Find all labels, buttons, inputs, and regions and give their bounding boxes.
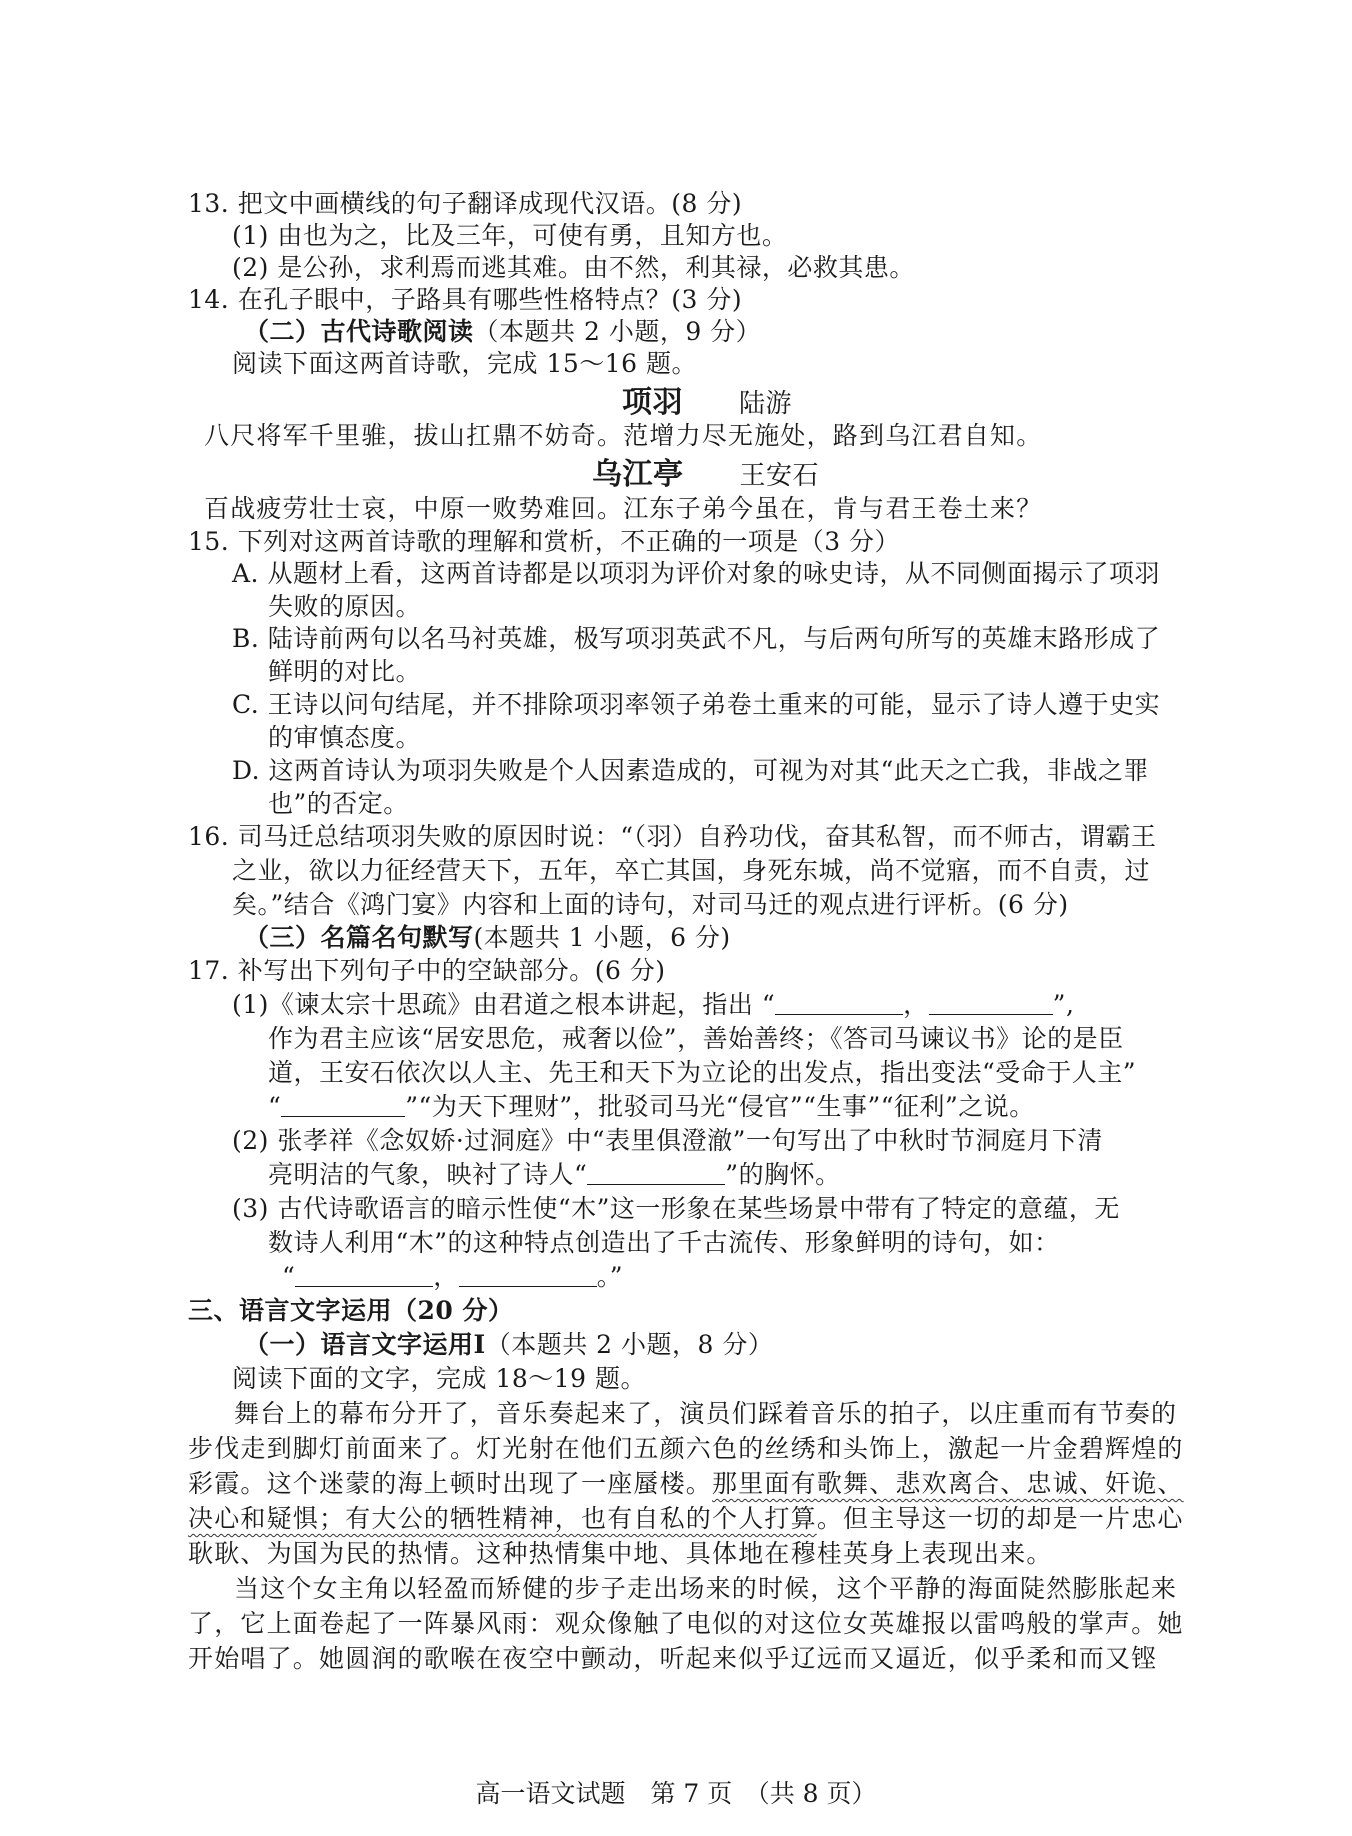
poem-2-text: 百战疲劳壮士哀，中原一败势难回。江东子弟今虽在，肯与君王卷土来？: [204, 494, 1043, 523]
passage-line: [188, 1468, 1184, 1500]
question-17-2-suffix: ”的胸怀。: [725, 1160, 841, 1189]
wavy-underlined-text: 决心和疑惧；有大公的牺牲精神，也有自私的个人打算: [188, 1504, 817, 1533]
passage-line: 开始唱了。她圆润的歌喉在夜空中颤动，听起来似乎辽远而又逼近，似乎柔和而又铿: [188, 1644, 1158, 1673]
passage-text: 。但主导这一切的却是一片忠心: [816, 1504, 1184, 1533]
section-2-title: （二）古代诗歌阅读: [244, 317, 474, 346]
blank-separator: ，: [903, 990, 929, 1019]
question-13: 13. 把文中画横线的句子翻译成现代汉语。(8 分): [188, 189, 743, 218]
blank-separator: ，: [433, 1262, 459, 1291]
section-3-note: (本题共 1 小题，6 分): [473, 923, 731, 952]
question-17-1-line-4: [268, 1091, 1035, 1123]
poem-2-title: 乌江亭: [592, 457, 684, 492]
question-17-3-line-1: (3) 古代诗歌语言的暗示性使“木”这一形象在某些场景中带有了特定的意蕴，无: [232, 1194, 1120, 1223]
blank-close-quote: ”,: [1052, 990, 1075, 1019]
question-17-2-line-1: (2) 张孝祥《念奴娇·过洞庭》中“表里俱澄澈”一句写出了中秋时节洞庭月下清: [232, 1126, 1103, 1155]
passage-line: [188, 1503, 1184, 1535]
section-2-note: （本题共 2 小题，9 分）: [473, 317, 762, 346]
question-17-3-line-3: [282, 1261, 623, 1293]
question-16-line-3: 矣。”结合《鸿门宴》内容和上面的诗句，对司马迁的观点进行评析。(6 分): [232, 890, 1069, 919]
option-d-line-2: 也”的否定。: [268, 789, 409, 818]
poem-1-author: 陆游: [739, 389, 793, 419]
wavy-underlined-text: 那里面有歌舞、悲欢离合、忠诚、奸诡、: [712, 1469, 1184, 1498]
fill-blank[interactable]: [929, 990, 1053, 1015]
section-2-heading: [244, 316, 761, 348]
fill-blank[interactable]: [459, 1262, 597, 1287]
poem-2-author: 王安石: [739, 461, 820, 491]
fill-blank[interactable]: [775, 990, 903, 1015]
question-13-item-1: (1) 由也为之，比及三年，可使有勇，且知方也。: [232, 221, 788, 250]
question-17-1-line-2: 作为君主应该“居安思危，戒奢以俭”，善始善终；《答司马谏议书》论的是臣: [268, 1024, 1124, 1053]
option-a-line-1: A. 从题材上看，这两首诗都是以项羽为评价对象的咏史诗，从不同侧面揭示了项羽: [232, 559, 1160, 588]
part-3-sub-heading: [244, 1329, 773, 1361]
question-17-2-line-2: [268, 1159, 841, 1191]
option-c-line-2: 的审慎态度。: [268, 723, 422, 752]
page-footer: 高一语文试题 第 7 页 （共 8 页）: [475, 1779, 877, 1808]
fill-blank[interactable]: [281, 1092, 405, 1117]
option-d-line-1: D. 这两首诗认为项羽失败是个人因素造成的，可视为对其“此天之亡我，非战之罪: [232, 756, 1149, 785]
part-3-intro: 阅读下面的文字，完成 18～19 题。: [232, 1364, 647, 1393]
fill-blank[interactable]: [295, 1262, 433, 1287]
question-17-3-line-2: 数诗人利用“木”的这种特点创造出了千古流传、形象鲜明的诗句，如：: [268, 1228, 1060, 1257]
blank-open-quote: “: [268, 1092, 282, 1121]
section-2-intro: 阅读下面这两首诗歌，完成 15～16 题。: [232, 349, 698, 378]
poem-1-heading: [622, 384, 792, 423]
question-14: 14. 在孔子眼中，子路具有哪些性格特点？(3 分): [188, 285, 743, 314]
question-16-line-2: 之业，欲以力征经营天下，五年，卒亡其国，身死东城，尚不觉寤，而不自责，过: [232, 856, 1151, 885]
question-17-1-prompt: (1)《谏太宗十思疏》由君道之根本讲起，指出 “: [232, 990, 776, 1019]
fill-blank[interactable]: [587, 1160, 725, 1185]
passage-line: 舞台上的幕布分开了，音乐奏起来了，演员们踩着音乐的拍子，以庄重而有节奏的: [234, 1399, 1178, 1428]
question-17-1-line-4-text: ”“为天下理财”，批驳司马光“侵官”“生事”“征利”之说。: [405, 1092, 1035, 1121]
part-3-heading: 三、语言文字运用（20 分）: [188, 1296, 514, 1325]
poem-1-text: 八尺将军千里骓，拔山扛鼎不妨奇。范增力尽无施处，路到乌江君自知。: [204, 421, 1043, 450]
question-15: 15. 下列对这两首诗歌的理解和赏析，不正确的一项是（3 分）: [188, 527, 901, 556]
question-17-1-line-3: 道，王安石依次以人主、先王和天下为立论的出发点，指出变法“受命于人主”: [268, 1058, 1137, 1087]
part-3-sub-note: （本题共 2 小题，8 分）: [485, 1330, 774, 1359]
option-b-line-2: 鲜明的对比。: [268, 657, 422, 686]
blank-open-quote: “: [282, 1262, 296, 1291]
question-16-line-1: 16. 司马迁总结项羽失败的原因时说：“（羽）自矜功伐，奋其私智，而不师古，谓霸王: [188, 822, 1157, 851]
poem-1-title: 项羽: [622, 385, 683, 420]
passage-line: 耿耿、为国为民的热情。这种热情集中地、具体地在穆桂英身上表现出来。: [188, 1539, 1053, 1568]
passage-line: 了，它上面卷起了一阵暴风雨：观众像触了电似的对这位女英雄报以雷鸣般的掌声。她: [188, 1609, 1184, 1638]
passage-line: 步伐走到脚灯前面来了。灯光射在他们五颜六色的丝绣和头饰上，激起一片金碧辉煌的: [188, 1434, 1184, 1463]
option-c-line-1: C. 王诗以问句结尾，并不排除项羽率领子弟卷土重来的可能，显示了诗人遵于史实: [232, 690, 1161, 719]
passage-text: 彩霞。这个迷蒙的海上顿时出现了一座蜃楼。: [188, 1469, 713, 1498]
section-3-heading: [244, 922, 731, 954]
question-13-item-2: (2) 是公孙，求利焉而逃其难。由不然，利其禄，必救其患。: [232, 253, 915, 282]
question-17: 17. 补写出下列句子中的空缺部分。(6 分): [188, 956, 666, 985]
poem-2-heading: [592, 456, 819, 495]
blank-close-quote: 。”: [596, 1262, 624, 1291]
question-17-2-prompt: 亮明洁的气象，映衬了诗人“: [268, 1160, 588, 1189]
option-a-line-2: 失败的原因。: [268, 592, 422, 621]
part-3-sub-title: （一）语言文字运用Ⅰ: [244, 1330, 486, 1359]
question-17-1-line-1: [232, 989, 1074, 1021]
option-b-line-1: B. 陆诗前两句以名马衬英雄，极写项羽英武不凡，与后两句所写的英雄末路形成了: [232, 624, 1161, 653]
section-3-title: （三）名篇名句默写: [244, 923, 474, 952]
passage-line: 当这个女主角以轻盈而矫健的步子走出场来的时候，这个平静的海面陡然膨胀起来: [234, 1574, 1178, 1603]
